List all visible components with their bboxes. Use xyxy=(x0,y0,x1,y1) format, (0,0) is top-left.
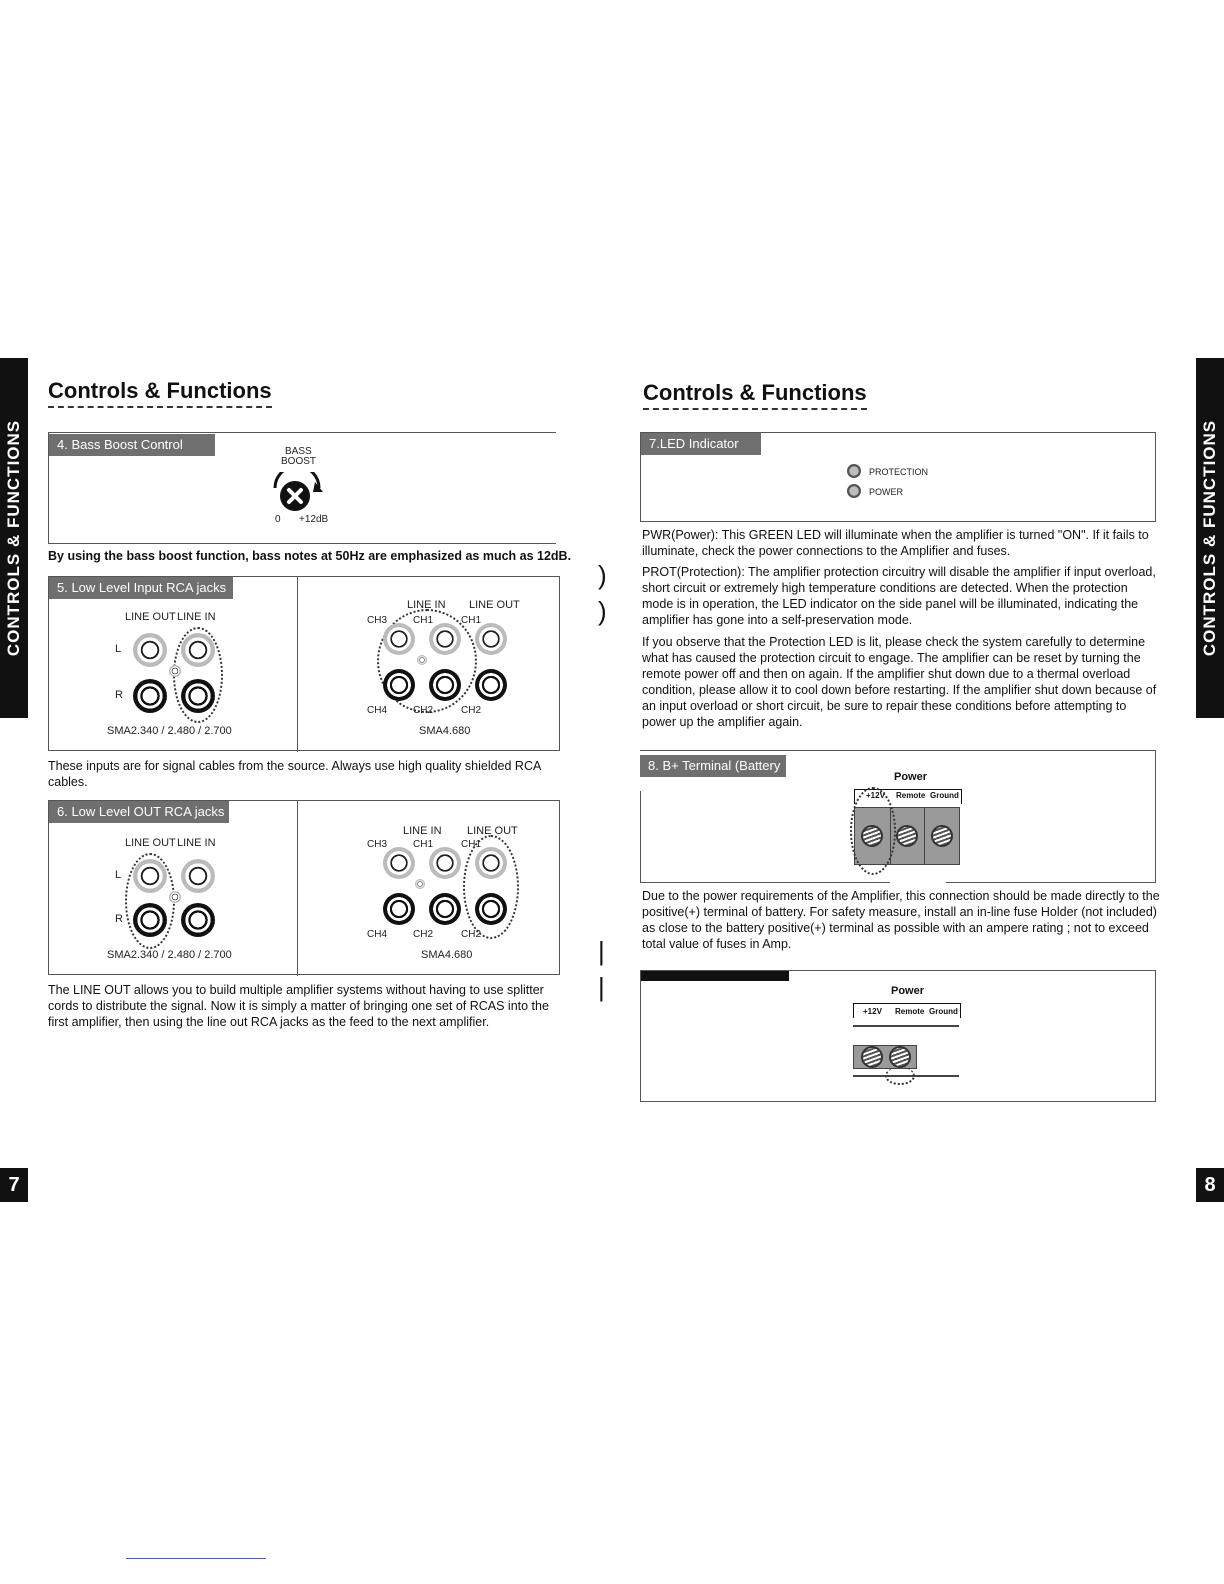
ninth-section xyxy=(640,970,1156,1102)
bass-boost-section xyxy=(48,432,556,544)
left-side-tab xyxy=(0,358,28,718)
led-indicator-section xyxy=(640,432,1156,522)
output-left-caption: SMA2.340 / 2.480 / 2.700 xyxy=(107,949,232,961)
input-left-jack-lout-l[interactable] xyxy=(133,633,167,667)
output-left-label-line-out: LINE OUT xyxy=(125,837,176,849)
input-right-label-ch4: CH4 xyxy=(367,705,388,716)
input-left-label-line-out: LINE OUT xyxy=(125,611,176,623)
b-terminal-header: 8. B+ Terminal (Battery xyxy=(640,755,786,777)
ninth-section-header-bar xyxy=(641,971,789,981)
output-left-jack-lout-r[interactable] xyxy=(133,903,167,937)
input-left-label-line-in: LINE IN xyxy=(177,611,216,623)
input-right-jack-6[interactable] xyxy=(475,669,507,701)
bass-boost-knob-label-1: BASS xyxy=(285,446,312,457)
b-terminal-label-ground: Ground xyxy=(930,791,959,800)
input-rca-section xyxy=(48,576,560,751)
input-right-label-line-out: LINE OUT xyxy=(469,599,520,611)
ninth-diagram-title: Power xyxy=(891,985,925,997)
led-para-reset: If you observe that the Protection LED is lit, please check the system carefully to determine what has caused the protection circuit to engage. The amplifier can be reset by turning the remote power off and then on again. If the amplifier shut down due to a thermal overload condition, please allow it to cool down before restarting. If the amplifier shut down because of an input overload or short circuit, be sure to repair these conditions before attempting to power up the amplifier again. xyxy=(642,635,1157,729)
footer-rule xyxy=(126,1558,266,1559)
led-para-power: PWR(Power): This GREEN LED will illuminate when the amplifier is turned "ON". If it fails to illuminate, check the power connections to the Amplifier and fuses. xyxy=(642,528,1149,558)
ninth-highlight-arc xyxy=(885,1067,915,1085)
input-right-label-ch1b: CH1 xyxy=(461,615,482,626)
ninth-label-remote: Remote xyxy=(895,1007,925,1016)
input-rca-header: 5. Low Level Input RCA jacks xyxy=(49,577,233,599)
input-right-jack-2[interactable] xyxy=(429,623,461,655)
output-left-jack-lin-l[interactable] xyxy=(181,859,215,893)
input-right-jack-3[interactable] xyxy=(475,623,507,655)
output-right-ground-screw xyxy=(415,879,425,889)
input-left-jack-lin-r[interactable] xyxy=(181,679,215,713)
b-terminal-divider-2 xyxy=(924,807,925,865)
left-side-tab-label: CONTROLS & FUNCTIONS xyxy=(4,419,23,657)
led-para-protection: PROT(Protection): The amplifier protection circuitry will disable the amplifier if input overload, short circuit or extremely high temperature conditions are detected. When the protection mode is in operation, the LED indicator on the side panel will be illuminated, indicating the amplifier has gone into a self-preservation mode. xyxy=(642,565,1156,627)
bass-boost-scale-min: 0 xyxy=(275,514,281,525)
bass-boost-description: By using the bass boost function, bass notes at 50Hz are emphasized as much as 12dB. xyxy=(48,549,572,563)
input-left-label-r: R xyxy=(115,689,123,701)
input-right-jack-5[interactable] xyxy=(429,669,461,701)
b-terminal-remote-screw-icon[interactable] xyxy=(896,825,918,847)
output-right-jack-1[interactable] xyxy=(383,847,415,879)
output-right-jack-3[interactable] xyxy=(475,847,507,879)
output-right-label-ch2b: CH2 xyxy=(461,929,482,940)
input-right-label-ch1a: CH1 xyxy=(413,615,434,626)
output-right-jack-6[interactable] xyxy=(475,893,507,925)
output-right-label-line-out: LINE OUT xyxy=(467,825,518,837)
output-right-label-ch1a: CH1 xyxy=(413,839,434,850)
input-left-ground-screw xyxy=(169,665,181,677)
b-terminal-bottom-rule xyxy=(640,882,890,883)
b-terminal-ground-screw-icon[interactable] xyxy=(931,825,953,847)
output-left-ground-screw xyxy=(169,891,181,903)
input-right-jack-4[interactable] xyxy=(383,669,415,701)
output-rca-description: The LINE OUT allows you to build multiple amplifier systems without having to use splitter cords to distribute the signal. Now it is simply a matter of bringing one set of RCAS into the first amplifier, then using the line out RCA jacks as the feed to the next amplifier. xyxy=(48,983,549,1029)
output-right-label-ch2a: CH2 xyxy=(413,929,434,940)
input-right-caption: SMA4.680 xyxy=(419,725,471,737)
b-terminal-highlight-oval xyxy=(850,787,896,875)
output-left-jack-lout-l[interactable] xyxy=(133,859,167,893)
ninth-remote-screw-icon[interactable] xyxy=(889,1046,911,1068)
input-right-label-ch3: CH3 xyxy=(367,615,388,626)
b-terminal-diagram-title: Power xyxy=(894,771,928,783)
input-right-ground-screw xyxy=(417,655,427,665)
input-right-jack-1[interactable] xyxy=(383,623,415,655)
output-left-label-l: L xyxy=(115,869,122,881)
ninth-label-12v: +12V xyxy=(863,1007,882,1016)
gutter-mark-2: ) xyxy=(598,596,607,626)
bass-boost-header: 4. Bass Boost Control xyxy=(49,434,215,456)
b-terminal-label-12v: +12V xyxy=(866,791,885,800)
ninth-rule-top xyxy=(853,1025,959,1027)
input-rca-divider xyxy=(297,577,298,752)
led-indicator-header: 7.LED Indicator xyxy=(641,433,761,455)
right-side-tab xyxy=(1196,358,1224,718)
bass-boost-knob-icon[interactable] xyxy=(269,472,325,514)
output-right-jack-5[interactable] xyxy=(429,893,461,925)
gutter-mark-3: | xyxy=(598,936,605,966)
b-terminal-label-remote: Remote xyxy=(896,791,926,800)
input-right-label-ch2b: CH2 xyxy=(461,705,482,716)
b-terminal-description: Due to the power requirements of the Amplifier, this connection should be made directly to the positive(+) terminal of battery. For safety measure, install an in-line fuse Holder (not included) as close to the battery positive(+) terminal as possible with an ampere rating ; not to exceed total value of fuses in Amp. xyxy=(642,889,1160,951)
power-led-label: POWER xyxy=(869,487,904,497)
b-terminal-left-rule xyxy=(640,791,641,883)
bass-boost-knob-label-2: BOOST xyxy=(281,456,317,467)
b-terminal-bottom-rule-2 xyxy=(946,882,1156,883)
output-right-caption: SMA4.680 xyxy=(421,949,473,961)
input-rca-description: These inputs are for signal cables from the source. Always use high quality shielded RCA cables. xyxy=(48,759,541,789)
page-number-left: 7 xyxy=(0,1168,28,1202)
right-side-tab-label: CONTROLS & FUNCTIONS xyxy=(1200,419,1219,657)
output-right-jack-4[interactable] xyxy=(383,893,415,925)
input-left-jack-lout-r[interactable] xyxy=(133,679,167,713)
output-right-jack-2[interactable] xyxy=(429,847,461,879)
input-left-jack-lin-l[interactable] xyxy=(181,633,215,667)
output-right-label-ch1b: CH1 xyxy=(461,839,482,850)
input-right-label-ch2a: CH2 xyxy=(413,705,434,716)
output-rca-section xyxy=(48,800,560,975)
ninth-label-ground: Ground xyxy=(929,1007,958,1016)
output-left-jack-lin-r[interactable] xyxy=(181,903,215,937)
output-right-label-ch3: CH3 xyxy=(367,839,388,850)
right-page-title: Controls & Functions xyxy=(643,380,867,410)
bass-boost-scale-max: +12dB xyxy=(299,514,329,525)
output-right-label-ch4: CH4 xyxy=(367,929,388,940)
protection-led-label: PROTECTION xyxy=(869,467,929,477)
output-rca-divider xyxy=(297,801,298,976)
output-rca-header: 6. Low Level OUT RCA jacks xyxy=(49,801,229,823)
ninth-12v-screw-icon[interactable] xyxy=(861,1046,883,1068)
output-left-label-line-in: LINE IN xyxy=(177,837,216,849)
input-right-label-line-in: LINE IN xyxy=(407,599,446,611)
input-left-caption: SMA2.340 / 2.480 / 2.700 xyxy=(107,725,232,737)
input-left-label-l: L xyxy=(115,643,122,655)
b-terminal-section xyxy=(640,750,1156,882)
output-left-label-r: R xyxy=(115,913,123,925)
output-right-label-line-in: LINE IN xyxy=(403,825,442,837)
protection-led-icon xyxy=(847,464,861,478)
page-number-right: 8 xyxy=(1196,1168,1224,1202)
gutter-mark-4: | xyxy=(598,972,605,1002)
left-page-title: Controls & Functions xyxy=(48,378,272,408)
power-led-icon xyxy=(847,484,861,498)
gutter-mark-1: ) xyxy=(598,560,607,590)
